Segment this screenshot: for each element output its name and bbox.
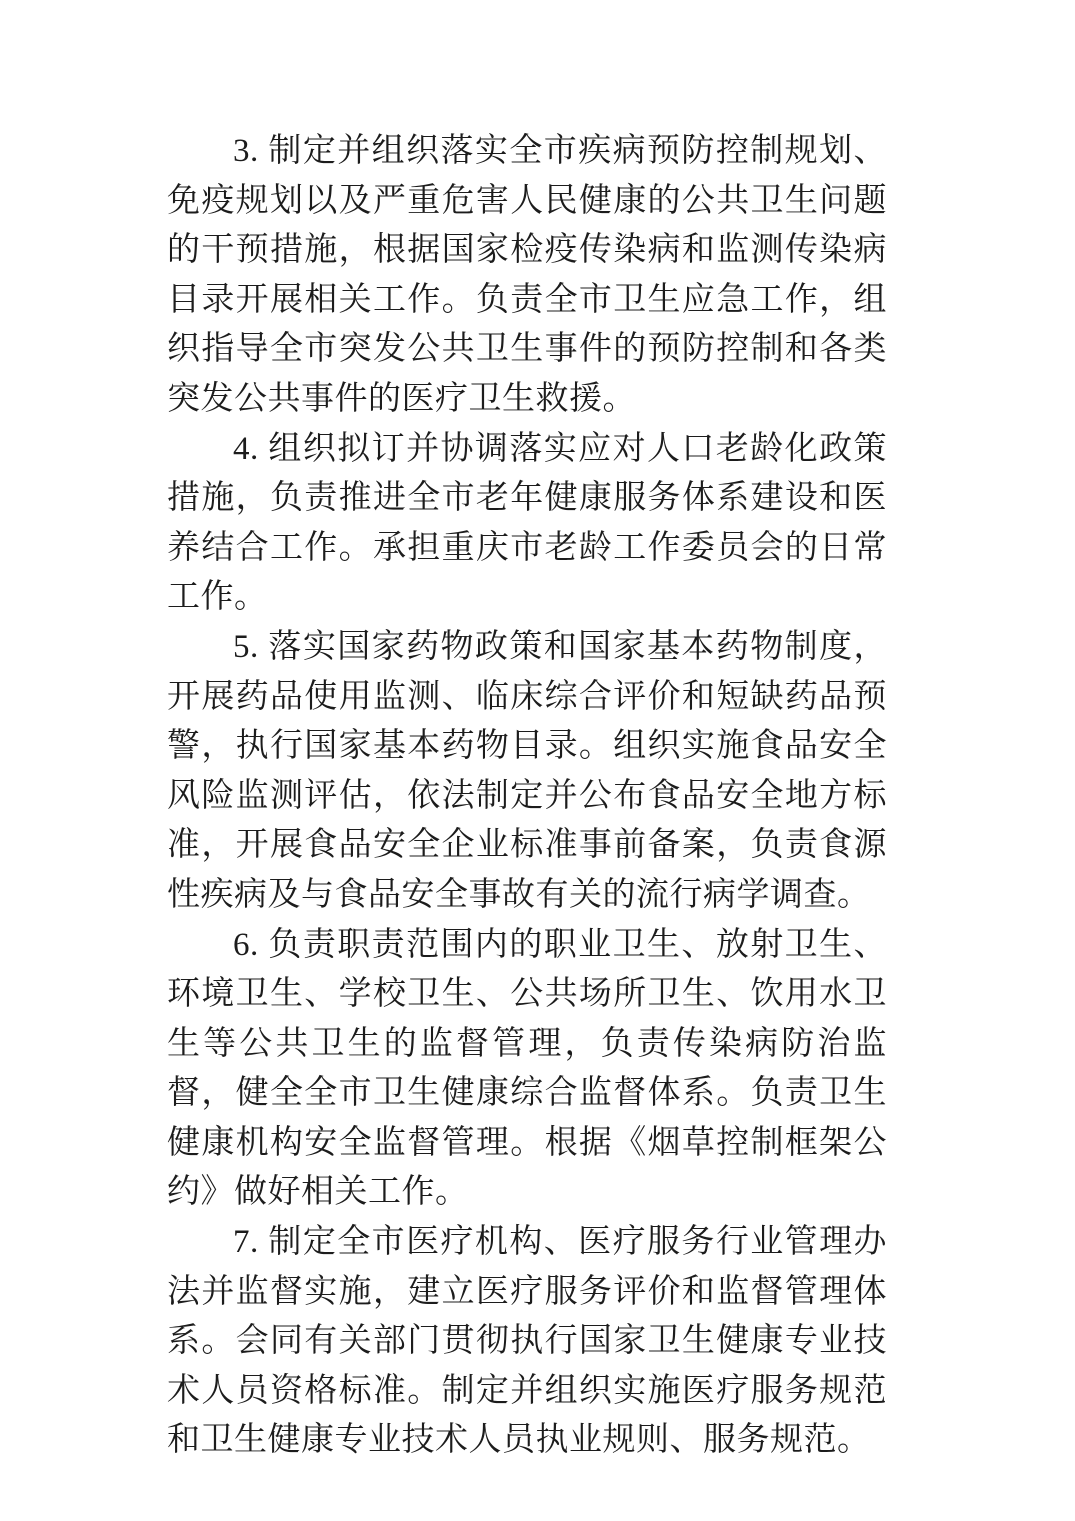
clause-text: 负责职责范围内的职业卫生、放射卫生、环境卫生、学校卫生、公共场所卫生、饮用水卫生等公共卫生的监督管理，负责传染病防治监督，健全全市卫生健康综合监督体系。负责卫生健康机构安全监督管理。根据《烟草控制框架公约》做好相关工作。 (167, 926, 888, 1211)
clause-number: 3. (233, 133, 259, 169)
clause-number: 7. (233, 1224, 259, 1261)
clause-number: 5. (233, 628, 259, 665)
clause-text: 制定全市医疗机构、医疗服务行业管理办法并监督实施，建立医疗服务评价和监督管理体系。会同有关部门贯彻执行国家卫生健康专业技术人员资格标准。制定并组织实施医疗服务规范和卫生健康专业技术人员执业规则、服务规范。 (167, 1224, 888, 1459)
clause-number: 6. (233, 926, 259, 963)
clause-text: 制定并组织落实全市疾病预防控制规划、免疫规划以及严重危害人民健康的公共卫生问题的干预措施，根据国家检疫传染病和监测传染病目录开展相关工作。负责全市卫生应急工作，组织指导全市突发公共卫生事件的预防控制和各类突发公共事件的医疗卫生救援。 (167, 133, 888, 417)
clause-number: 4. (233, 430, 259, 467)
paragraph-clause-7 (167, 1218, 887, 1466)
paragraph-clause-4 (167, 425, 887, 623)
clause-text: 组织拟订并协调落实应对人口老龄化政策措施，负责推进全市老年健康服务体系建设和医养结合工作。承担重庆市老龄工作委员会的日常工作。 (167, 430, 888, 616)
paragraph-clause-6 (167, 921, 887, 1219)
document-body (167, 127, 887, 1466)
paragraph-clause-5 (167, 623, 887, 921)
clause-text: 落实国家药物政策和国家基本药物制度，开展药品使用监测、临床综合评价和短缺药品预警，执行国家基本药物目录。组织实施食品安全风险监测评估，依法制定并公布食品安全地方标准，开展食品安全企业标准事前备案，负责食源性疾病及与食品安全事故有关的流行病学调查。 (167, 628, 888, 913)
paragraph-clause-3 (167, 127, 887, 425)
